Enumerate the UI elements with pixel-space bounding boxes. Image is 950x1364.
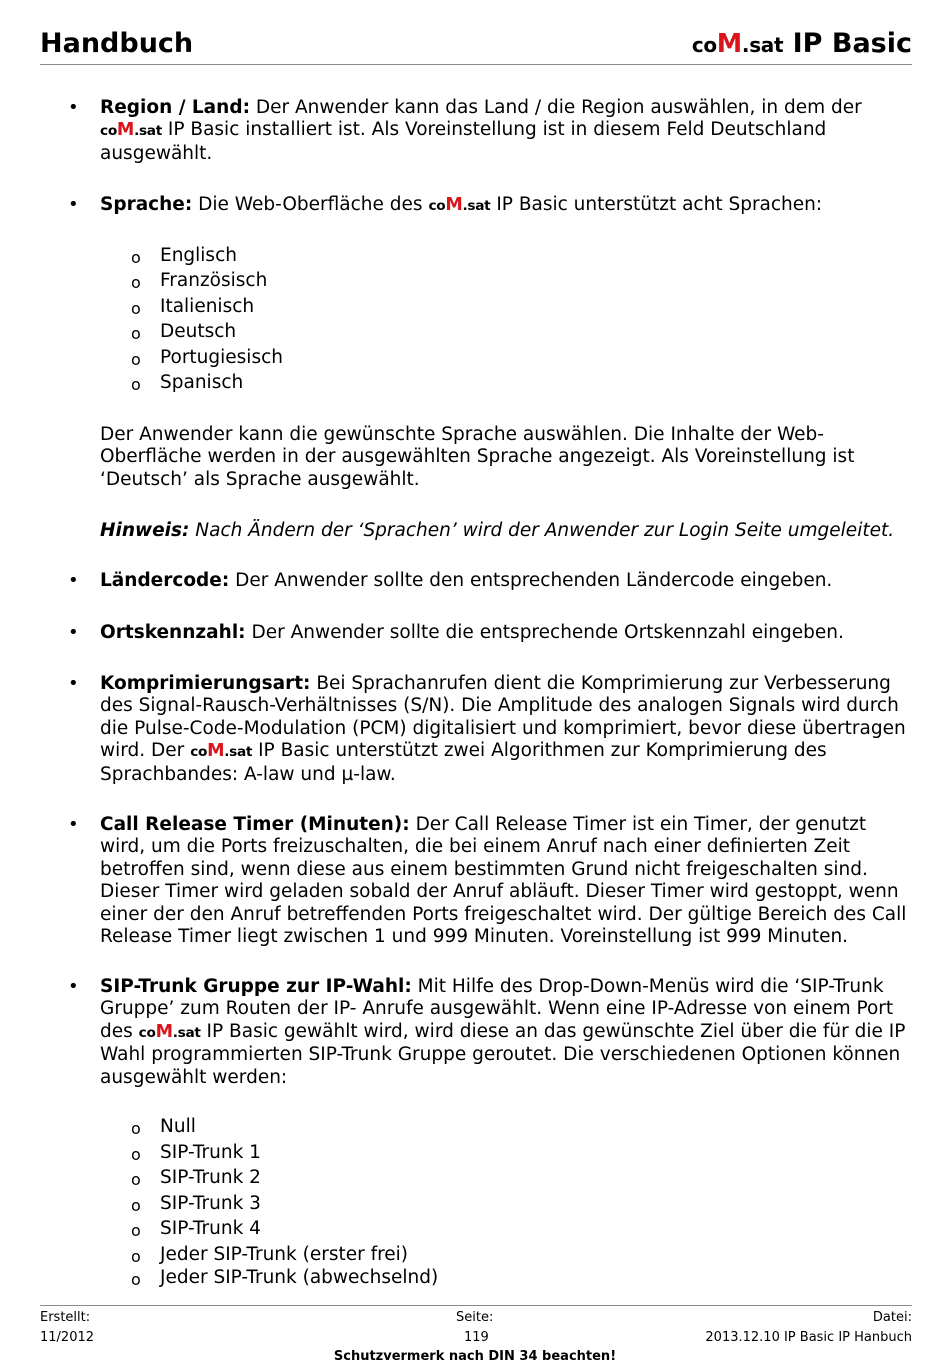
sip-trunk-paragraph: SIP-Trunk Gruppe zur IP-Wahl: Mit Hilfe des Drop-Down-Menüs wird die ‘SIP-Trunk Gruppe’ zum Routen der IP- Anrufe ausgewählt. Wenn eine IP-Adresse von einem Port des coM.sat IP Basic gewählt wird, wird diese an das gewünschte Ziel über die für die IP Wahl programmierten SIP-Trunk Gruppe geroutet. Die verschiedenen Optionen können ausgewählt werden: [100, 976, 906, 1088]
header-product: coM.sat IP Basic [691, 28, 912, 59]
hinweis-note: Hinweis: Nach Ändern der ‘Sprachen’ wird der Anwender zur Login Seite umgeleitet. [100, 520, 895, 541]
protection-notice: Schutzvermerk nach DIN 34 beachten! [333, 1349, 617, 1364]
region-paragraph: Region / Land: Der Anwender kann das Land / die Region auswählen, in dem der coM.sat IP Basic installiert ist. Als Voreinstellung ist in diesem Feld Deutschland ausgewählt. [100, 97, 862, 164]
call-release-timer-paragraph: Call Release Timer (Minuten): Der Call Release Timer ist ein Timer, der genutzt wird, um die Ports freizuschalten, die bei einem Anruf nach einer definierten Zeit betroffen sind, wenn diese aus einem bestimmten Grund nicht freigeschalten sind. Dieser Timer wird geladen sobald der Anruf abläuft. Dieser Timer wird gestoppt, wenn einer der den Anruf betreffenden Ports freigeschaltet wird. Der gültige Bereich des Call Release Timer liegt zwischen 1 und 999 Minuten. Voreinstellung ist 999 Minuten. [100, 814, 907, 948]
footer-page-number: 119 [464, 1330, 489, 1345]
sub-bullet: o [131, 299, 141, 318]
bullet: • [68, 97, 79, 118]
sip-option: SIP-Trunk 3 [160, 1193, 261, 1214]
page-header [40, 28, 912, 65]
bullet: • [68, 814, 79, 835]
sub-bullet: o [131, 1221, 141, 1240]
komprimierung-paragraph: Komprimierungsart: Bei Sprachanrufen dient die Komprimierung zur Verbesserung des Signal-Rausch-Verhältnisses (S/N). Die Amplitude des analogen Signals wird durch die Pulse-Code-Modulation (PCM) digitalisiert und komprimiert, bevor diese übertragen wird. Der coM.sat IP Basic unterstützt zwei Algorithmen zur Komprimierung des Sprachbandes: A-law und µ-law. [100, 673, 906, 785]
sip-option: Null [160, 1116, 196, 1137]
sub-bullet: o [131, 1119, 141, 1138]
language-item: Deutsch [160, 321, 237, 342]
comsat-logo: coM.sat [428, 195, 491, 215]
page-footer [40, 1305, 912, 1345]
sub-bullet: o [131, 375, 141, 394]
comsat-logo: coM.sat [691, 29, 784, 59]
bullet: • [68, 673, 79, 694]
ortskennzahl-paragraph: Ortskennzahl: Der Anwender sollte die entsprechende Ortskennzahl eingeben. [100, 622, 844, 643]
sub-bullet: o [131, 1247, 141, 1266]
bullet: • [68, 976, 79, 997]
bullet: • [68, 194, 79, 215]
sub-bullet: o [131, 1145, 141, 1164]
laendercode-paragraph: Ländercode: Der Anwender sollte den entsprechenden Ländercode eingeben. [100, 570, 833, 591]
bullet: • [68, 570, 79, 591]
comsat-logo: coM.sat [190, 741, 253, 762]
language-item: Französisch [160, 270, 268, 291]
footer-file-name: 2013.12.10 IP Basic IP Hanbuch [705, 1330, 912, 1345]
sip-option: SIP-Trunk 2 [160, 1167, 261, 1188]
sub-bullet: o [131, 273, 141, 292]
sub-bullet: o [131, 350, 141, 369]
footer-page-label: Seite: [456, 1310, 494, 1325]
footer-created-label: Erstellt: [40, 1310, 91, 1325]
sip-option: SIP-Trunk 4 [160, 1218, 261, 1239]
language-item: Englisch [160, 245, 237, 266]
bullet: • [68, 622, 79, 643]
header-title: Handbuch [40, 28, 194, 59]
footer-created-value: 11/2012 [40, 1330, 95, 1345]
comsat-logo: coM.sat [100, 120, 162, 141]
sip-option: Jeder SIP-Trunk (abwechselnd) [160, 1267, 439, 1288]
sprache-paragraph: Sprache: Die Web-Oberfläche des coM.sat IP Basic unterstützt acht Sprachen: [100, 194, 823, 215]
language-item: Spanisch [160, 372, 244, 393]
sub-bullet: o [131, 1196, 141, 1215]
sub-bullet: o [131, 248, 141, 267]
footer-file-label: Datei: [872, 1310, 912, 1325]
sprache-description: Der Anwender kann die gewünschte Sprache auswählen. Die Inhalte der Web- Oberfläche werden in der ausgewählten Sprache angezeigt. Als Voreinstellung ist ‘Deutsch’ als Sprache ausgewählt. [100, 424, 855, 490]
sub-bullet: o [131, 1170, 141, 1189]
sub-bullet: o [131, 324, 141, 343]
comsat-logo: coM.sat [138, 1021, 201, 1042]
sip-option: SIP-Trunk 1 [160, 1142, 261, 1163]
language-item: Portugiesisch [160, 347, 283, 368]
language-item: Italienisch [160, 296, 255, 317]
sip-option: Jeder SIP-Trunk (erster frei) [160, 1244, 409, 1265]
sub-bullet: o [131, 1270, 141, 1289]
